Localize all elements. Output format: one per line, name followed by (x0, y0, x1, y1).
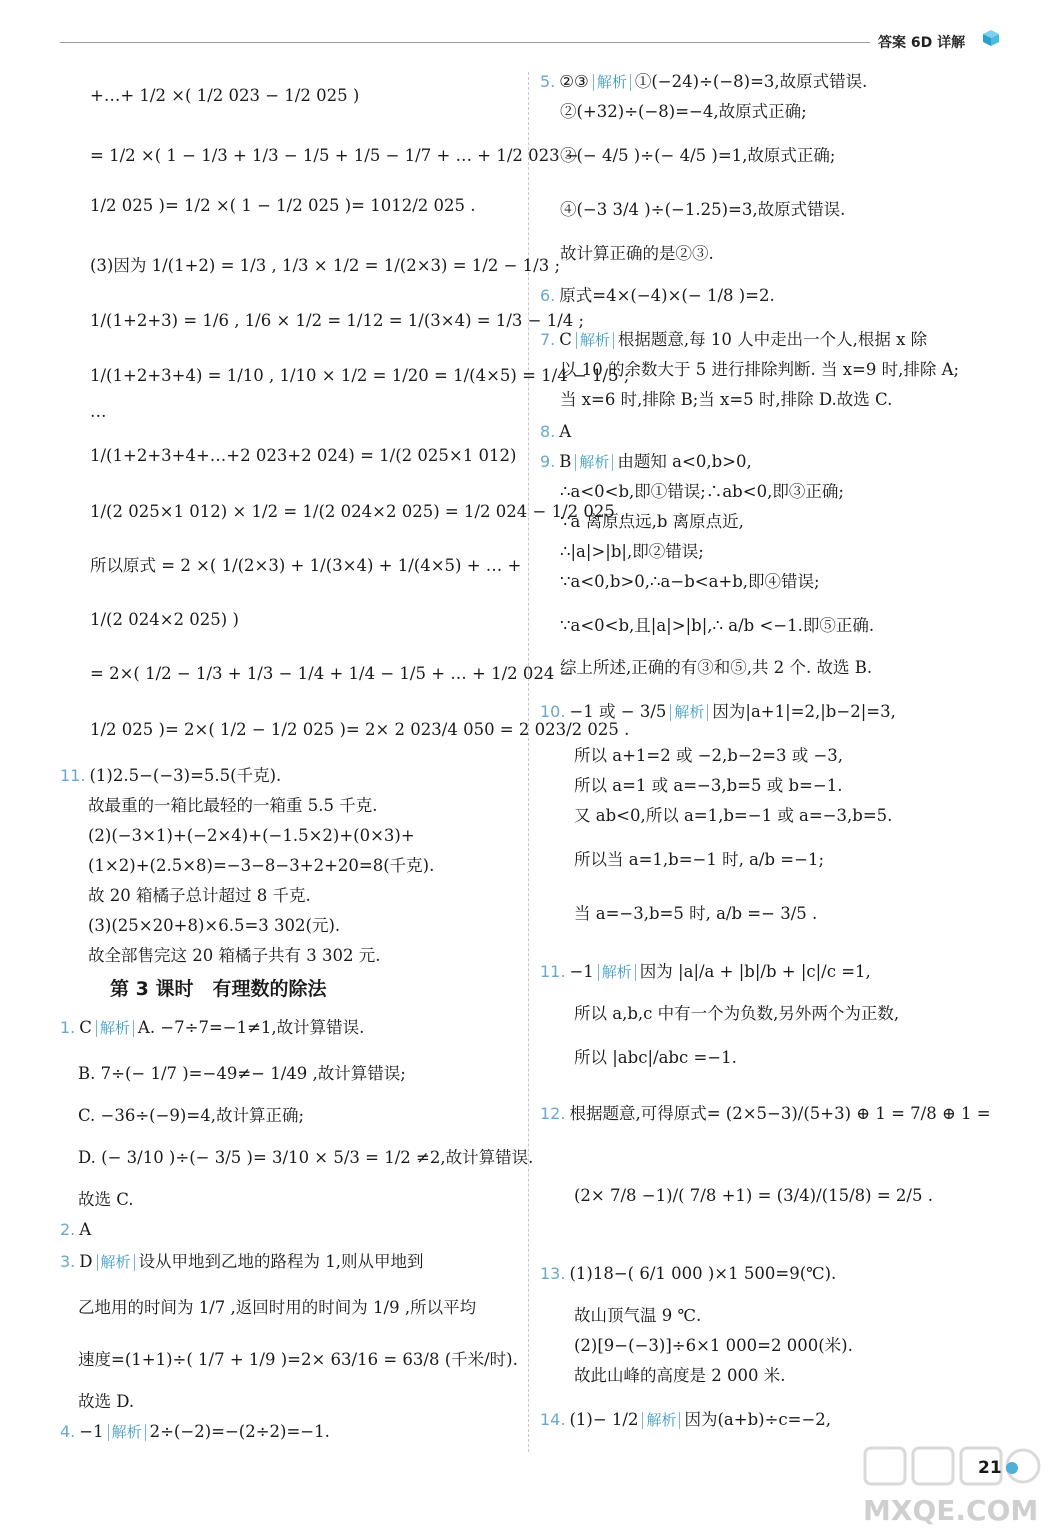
analysis-tag: 解析 (108, 1424, 146, 1441)
question-9: 9. B 解析 由题知 a<0,b>0, (540, 452, 752, 471)
solution-line: ∴a<0<b,即①错误;∴ab<0,即③正确; (560, 482, 844, 501)
analysis-tag: 解析 (576, 332, 614, 349)
solution-line: 故选 C. (78, 1190, 134, 1209)
question-11-right: 11. −1 解析 因为 |a|/a + |b|/b + |c|/c =1, (540, 962, 871, 981)
solution-line: (3)因为 1/(1+2) = 1/3 , 1/3 × 1/2 = 1/(2×3) = 1/2 − 1/3 ; (90, 256, 561, 275)
page-number-dot-icon (1006, 1462, 1018, 1474)
solution-line: 故此山峰的高度是 2 000 米. (574, 1366, 786, 1385)
watermark-logo (855, 1440, 1045, 1530)
question-number: 6. (540, 286, 556, 305)
solution-line: 1/2 025 )= 1/2 ×( 1 − 1/2 025 )= 1012/2 025 . (90, 196, 476, 215)
question-11: 11. (1)2.5−(−3)=5.5(千克). (60, 766, 282, 785)
solution-line: +…+ 1/2 ×( 1/2 023 − 1/2 025 ) (90, 86, 360, 105)
question-13: 13. (1)18−( 6/1 000 )×1 500=9(℃). (540, 1264, 837, 1283)
question-number: 3. (60, 1252, 76, 1271)
page-number: 21 (978, 1458, 1002, 1478)
solution-line: ∵a 离原点远,b 离原点近, (560, 512, 744, 531)
question-number: 8. (540, 422, 556, 441)
analysis-tag: 解析 (593, 74, 631, 91)
question-number: 11. (540, 962, 566, 981)
question-2: 2. A (60, 1220, 92, 1239)
solution-line: B. 7÷(− 1/7 )=−49≠− 1/49 ,故计算错误; (78, 1064, 406, 1083)
solution-line: 故 20 箱橘子总计超过 8 千克. (88, 886, 311, 905)
question-number: 7. (540, 330, 556, 349)
solution-line: 所以 a,b,c 中有一个为负数,另外两个为正数, (574, 1004, 900, 1023)
solution-line: 1/(2 024×2 025) ) (90, 610, 239, 629)
analysis-tag: 解析 (598, 964, 636, 981)
solution-line: 所以当 a=1,b=−1 时, a/b =−1; (574, 850, 825, 869)
solution-line: = 1/2 ×( 1 − 1/3 + 1/3 − 1/5 + 1/5 − 1/7 + … + 1/2 023 − (90, 146, 579, 165)
question-number: 13. (540, 1264, 566, 1283)
question-number: 10. (540, 702, 566, 721)
solution-line: ③(− 4/5 )÷(− 4/5 )=1,故原式正确; (560, 146, 836, 165)
solution-line: ∵a<0,b>0,∴a−b<a+b,即④错误; (560, 572, 820, 591)
solution-line: 故计算正确的是②③. (560, 244, 714, 263)
column-divider (528, 72, 529, 1452)
solution-line: 故全部售完这 20 箱橘子共有 3 302 元. (88, 946, 381, 965)
solution-line: 所以 |abc|/abc =−1. (574, 1048, 737, 1067)
solution-line: (1×2)+(2.5×8)=−3−8−3+2+20=8(千克). (88, 856, 435, 875)
question-number: 1. (60, 1018, 76, 1037)
solution-line: (2)(−3×1)+(−2×4)+(−1.5×2)+(0×3)+ (88, 826, 415, 845)
solution-line: 1/(1+2+3+4+…+2 023+2 024) = 1/(2 025×1 012) (90, 446, 517, 465)
solution-line: (2× 7/8 −1)/( 7/8 +1) = (3/4)/(15/8) = 2/5 . (574, 1186, 933, 1205)
question-7: 7. C 解析 根据题意,每 10 人中走出一个人,根据 x 除 (540, 330, 928, 349)
solution-line: 1/(1+2+3) = 1/6 , 1/6 × 1/2 = 1/12 = 1/(3×4) = 1/3 − 1/4 ; (90, 311, 585, 330)
solution-line: (2)[9−(−3)]÷6×1 000=2 000(米). (574, 1336, 853, 1355)
question-number: 12. (540, 1104, 566, 1123)
question-number: 2. (60, 1220, 76, 1239)
solution-line: 当 x=6 时,排除 B;当 x=5 时,排除 D.故选 C. (560, 390, 893, 409)
analysis-tag: 解析 (670, 704, 708, 721)
header-title: 答案 6D 详解 (878, 35, 966, 51)
question-10: 10. −1 或 − 3/5 解析 因为|a+1|=2,|b−2|=3, (540, 702, 896, 721)
header-rule (60, 42, 870, 43)
solution-line: 故最重的一箱比最轻的一箱重 5.5 千克. (88, 796, 378, 815)
lesson-title: 第 3 课时 有理数的除法 (110, 978, 327, 1000)
question-number: 5. (540, 72, 556, 91)
analysis-tag: 解析 (96, 1020, 134, 1037)
question-12: 12. 根据题意,可得原式= (2×5−3)/(5+3) ⊕ 1 = 7/8 ⊕ 1 = (540, 1104, 991, 1123)
question-1: 1. C 解析 A. −7÷7=−1≠1,故计算错误. (60, 1018, 365, 1037)
question-8: 8. A (540, 422, 572, 441)
question-number: 4. (60, 1422, 76, 1441)
solution-line: 又 ab<0,所以 a=1,b=−1 或 a=−3,b=5. (574, 806, 893, 825)
question-number: 9. (540, 452, 556, 471)
analysis-tag: 解析 (97, 1254, 135, 1271)
svg-text:MXQE.COM: MXQE.COM (863, 1494, 1039, 1527)
analysis-tag: 解析 (642, 1412, 680, 1429)
solution-line: = 2×( 1/2 − 1/3 + 1/3 − 1/4 + 1/4 − 1/5 + … + 1/2 024 − (90, 664, 574, 683)
question-number: 14. (540, 1410, 566, 1429)
solution-line: ②(+32)÷(−8)=−4,故原式正确; (560, 102, 807, 121)
solution-line: 1/(2 025×1 012) × 1/2 = 1/(2 024×2 025) = 1/2 024 − 1/2 025 , (90, 502, 626, 521)
solution-line: 故山顶气温 9 ℃. (574, 1306, 702, 1325)
solution-line: 以 10 的余数大于 5 进行排除判断. 当 x=9 时,排除 A; (560, 360, 960, 379)
solution-line: 所以 a=1 或 a=−3,b=5 或 b=−1. (574, 776, 843, 795)
solution-line: ∵a<0<b,且|a|>|b|,∴ a/b <−1.即⑤正确. (560, 616, 875, 635)
solution-line: ∴|a|>|b|,即②错误; (560, 542, 704, 561)
analysis-tag: 解析 (575, 454, 613, 471)
cube-logo-icon (982, 29, 1000, 47)
solution-line: 当 a=−3,b=5 时, a/b =− 3/5 . (574, 904, 818, 923)
solution-line: 综上所述,正确的有③和⑤,共 2 个. 故选 B. (560, 658, 873, 677)
question-14: 14. (1)− 1/2 解析 因为(a+b)÷c=−2, (540, 1410, 832, 1429)
solution-line: ④(−3 3/4 )÷(−1.25)=3,故原式错误. (560, 200, 846, 219)
solution-line: 速度=(1+1)÷( 1/7 + 1/9 )=2× 63/16 = 63/8 (千米/时). (78, 1350, 518, 1369)
question-6: 6. 原式=4×(−4)×(− 1/8 )=2. (540, 286, 775, 305)
question-4: 4. −1 解析 2÷(−2)=−(2÷2)=−1. (60, 1422, 330, 1441)
solution-line: (3)(25×20+8)×6.5=3 302(元). (88, 916, 341, 935)
solution-line: 1/(1+2+3+4) = 1/10 , 1/10 × 1/2 = 1/20 = 1/(4×5) = 1/4 − 1/5 ; (90, 366, 630, 385)
solution-line: 所以原式 = 2 ×( 1/(2×3) + 1/(3×4) + 1/(4×5) + … + (90, 556, 522, 575)
solution-line: … (90, 402, 107, 421)
question-5: 5. ②③ 解析 ①(−24)÷(−8)=3,故原式错误. (540, 72, 868, 91)
solution-line: 1/2 025 )= 2×( 1/2 − 1/2 025 )= 2× 2 023/4 050 = 2 023/2 025 . (90, 720, 630, 739)
solution-line: 所以 a+1=2 或 −2,b−2=3 或 −3, (574, 746, 844, 765)
solution-line: 故选 D. (78, 1392, 135, 1411)
solution-line: 乙地用的时间为 1/7 ,返回时用的时间为 1/9 ,所以平均 (78, 1298, 477, 1317)
question-3: 3. D 解析 设从甲地到乙地的路程为 1,则从甲地到 (60, 1252, 424, 1271)
question-number: 11. (60, 766, 86, 785)
solution-line: D. (− 3/10 )÷(− 3/5 )= 3/10 × 5/3 = 1/2 ≠2,故计算错误. (78, 1148, 534, 1167)
solution-line: C. −36÷(−9)=4,故计算正确; (78, 1106, 304, 1125)
